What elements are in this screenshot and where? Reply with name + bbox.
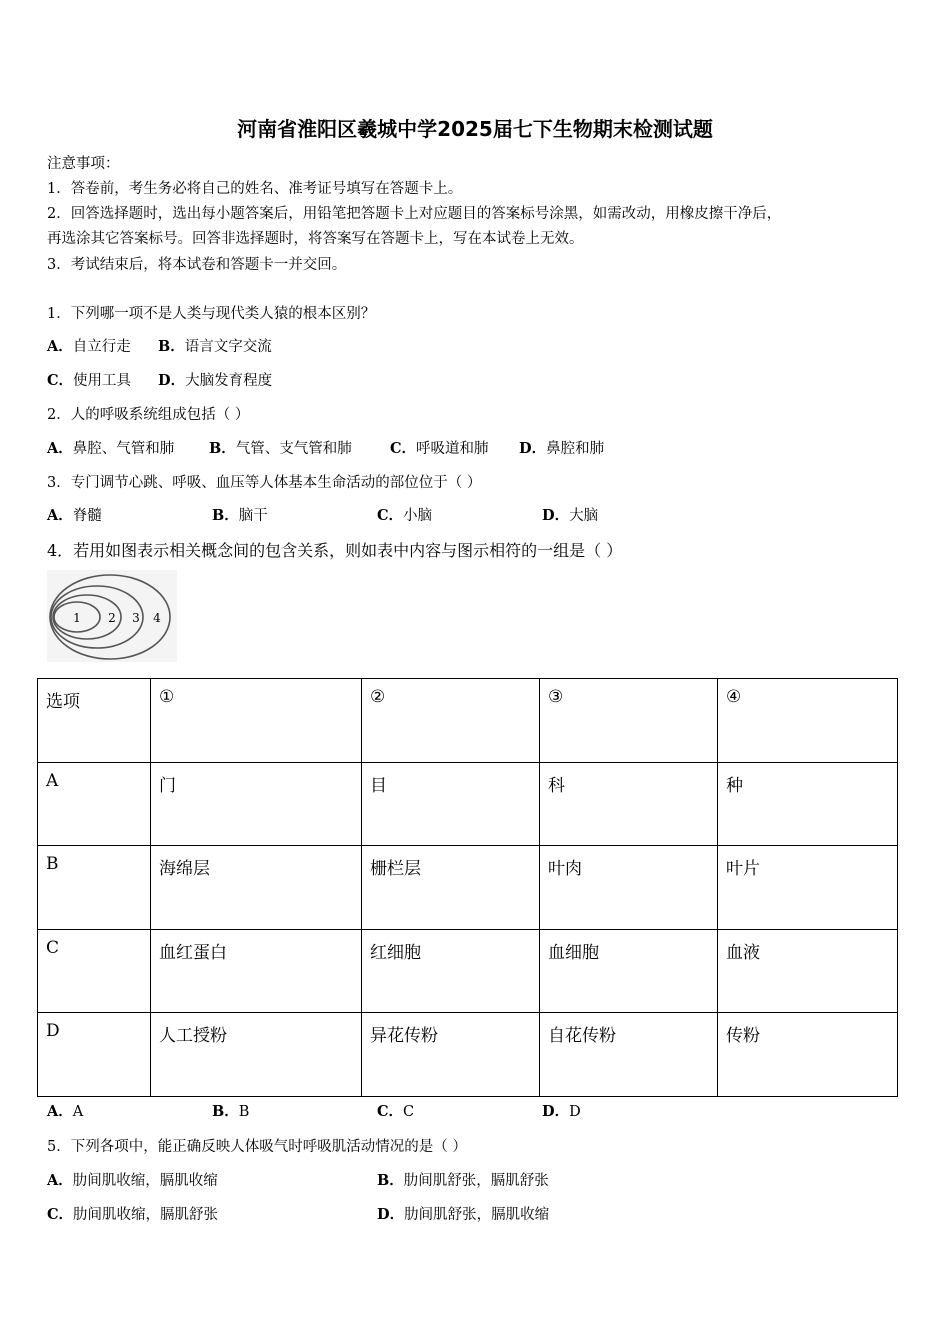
q3-option-b	[212, 504, 268, 525]
option-letter: D．	[158, 372, 186, 389]
option-letter: B．	[158, 338, 185, 355]
option-text: 大脑发育程度	[185, 373, 273, 389]
table-cell: A	[38, 762, 151, 846]
option-text: D	[569, 1104, 581, 1120]
table-header-cell: 选项	[38, 679, 151, 763]
notice-heading: 注意事项：	[47, 156, 120, 172]
table-header-row	[38, 679, 898, 763]
option-letter: A．	[47, 507, 73, 524]
option-letter: C．	[377, 1103, 404, 1120]
circle-label-3: 3	[132, 611, 140, 625]
option-letter: D．	[377, 1206, 405, 1223]
option-text: 自立行走	[72, 339, 131, 355]
table-cell: D	[38, 1013, 151, 1097]
q4-option-b	[212, 1100, 249, 1121]
option-letter: D．	[519, 440, 547, 457]
option-text: 鼻腔、气管和肺	[72, 441, 175, 457]
circle-label-2: 2	[108, 611, 116, 625]
q2-option-a	[47, 437, 174, 458]
table-row	[38, 762, 898, 846]
option-letter: B．	[209, 440, 236, 457]
q5-option-d	[377, 1203, 549, 1224]
table-header-cell: ③	[540, 679, 718, 763]
option-text: 小脑	[403, 508, 433, 524]
option-text: 肋间肌收缩，膈肌收缩	[72, 1173, 218, 1189]
option-text: 语言文字交流	[184, 339, 272, 355]
table-cell: 异花传粉	[362, 1013, 540, 1097]
table-row	[38, 1013, 898, 1097]
q4-option-a	[47, 1100, 83, 1121]
q2-option-b	[209, 437, 352, 458]
table-cell: 海绵层	[151, 846, 362, 930]
question-1-stem: 1．下列哪一项不是人类与现代类人猿的根本区别？	[47, 306, 376, 322]
q5-option-c	[47, 1203, 218, 1224]
notice-item: 3．考试结束后，将本试卷和答题卡一并交回。	[47, 257, 347, 273]
q5-option-a	[47, 1169, 218, 1190]
option-text: 肋间肌收缩，膈肌舒张	[73, 1207, 219, 1223]
option-text: C	[403, 1104, 415, 1120]
q5-option-b	[377, 1169, 549, 1190]
table-cell: 栅栏层	[362, 846, 540, 930]
question-2-stem: 2．人的呼吸系统组成包括（ ）	[47, 407, 250, 423]
option-text: 肋间肌舒张，膈肌收缩	[404, 1207, 550, 1223]
option-text: 气管、支气管和肺	[235, 441, 352, 457]
table-cell: 人工授粉	[151, 1013, 362, 1097]
option-text: B	[238, 1104, 250, 1120]
q4-option-c	[377, 1100, 414, 1121]
circle-label-1: 1	[73, 611, 81, 625]
option-letter: D．	[542, 1103, 570, 1120]
option-letter: D．	[542, 507, 570, 524]
q3-option-c	[377, 504, 432, 525]
option-letter: A．	[47, 338, 73, 355]
table-cell: 叶肉	[540, 846, 718, 930]
options-table	[37, 678, 898, 1097]
table-cell: 红细胞	[362, 929, 540, 1013]
option-text: 脊髓	[72, 508, 102, 524]
q1-option-b	[158, 335, 272, 356]
table-cell: 门	[151, 762, 362, 846]
table-cell: 自花传粉	[540, 1013, 718, 1097]
option-letter: A．	[47, 1103, 73, 1120]
option-text: 使用工具	[73, 373, 132, 389]
notice-item: 1．答卷前，考生务必将自己的姓名、准考证号填写在答题卡上。	[47, 181, 463, 197]
table-cell: 目	[362, 762, 540, 846]
table-row	[38, 846, 898, 930]
table-cell: 血红蛋白	[151, 929, 362, 1013]
q4-option-d	[542, 1100, 581, 1121]
option-letter: C．	[47, 372, 74, 389]
option-text: 大脑	[569, 508, 599, 524]
option-letter: A．	[47, 440, 73, 457]
option-text: 鼻腔和肺	[546, 441, 605, 457]
option-letter: A．	[47, 1172, 73, 1189]
table-cell: B	[38, 846, 151, 930]
table-cell: 科	[540, 762, 718, 846]
option-letter: C．	[47, 1206, 74, 1223]
table-cell: 血液	[718, 929, 898, 1013]
table-cell: 传粉	[718, 1013, 898, 1097]
question-5-stem: 5．下列各项中，能正确反映人体吸气时呼吸肌活动情况的是（ ）	[47, 1139, 467, 1155]
option-text: 肋间肌舒张，膈肌舒张	[403, 1173, 549, 1189]
q3-option-a	[47, 504, 102, 525]
option-text: 呼吸道和肺	[416, 441, 489, 457]
option-letter: C．	[377, 507, 404, 524]
nested-circles-diagram	[47, 570, 177, 662]
q1-option-a	[47, 335, 131, 356]
q3-option-d	[542, 504, 598, 525]
table-cell: 种	[718, 762, 898, 846]
table-header-cell: ①	[151, 679, 362, 763]
notice-item: 2．回答选择题时，选出每小题答案后，用铅笔把答题卡上对应题目的答案标号涂黑，如需改动，用橡皮擦干净后，	[47, 206, 782, 222]
q2-option-d	[519, 437, 604, 458]
option-letter: C．	[390, 440, 417, 457]
table-header-cell: ④	[718, 679, 898, 763]
question-3-stem: 3．专门调节心跳、呼吸、血压等人体基本生命活动的部位位于（ ）	[47, 475, 482, 491]
notice-item: 再选涂其它答案标号。回答非选择题时，将答案写在答题卡上，写在本试卷上无效。	[47, 231, 584, 247]
option-letter: B．	[212, 507, 239, 524]
option-letter: B．	[212, 1103, 239, 1120]
option-text: 脑干	[238, 508, 268, 524]
table-row	[38, 929, 898, 1013]
question-4-stem: 4．若用如图表示相关概念间的包含关系，则如表中内容与图示相符的一组是（ ）	[47, 541, 623, 560]
q1-option-d	[158, 369, 272, 390]
table-cell: 血细胞	[540, 929, 718, 1013]
q2-option-c	[390, 437, 489, 458]
circle-label-4: 4	[153, 611, 161, 625]
q1-option-c	[47, 369, 131, 390]
table-cell: C	[38, 929, 151, 1013]
option-text: A	[72, 1104, 84, 1120]
option-letter: B．	[377, 1172, 404, 1189]
page-title: 河南省淮阳区羲城中学2025届七下生物期末检测试题	[237, 117, 713, 141]
table-cell: 叶片	[718, 846, 898, 930]
table-header-cell: ②	[362, 679, 540, 763]
